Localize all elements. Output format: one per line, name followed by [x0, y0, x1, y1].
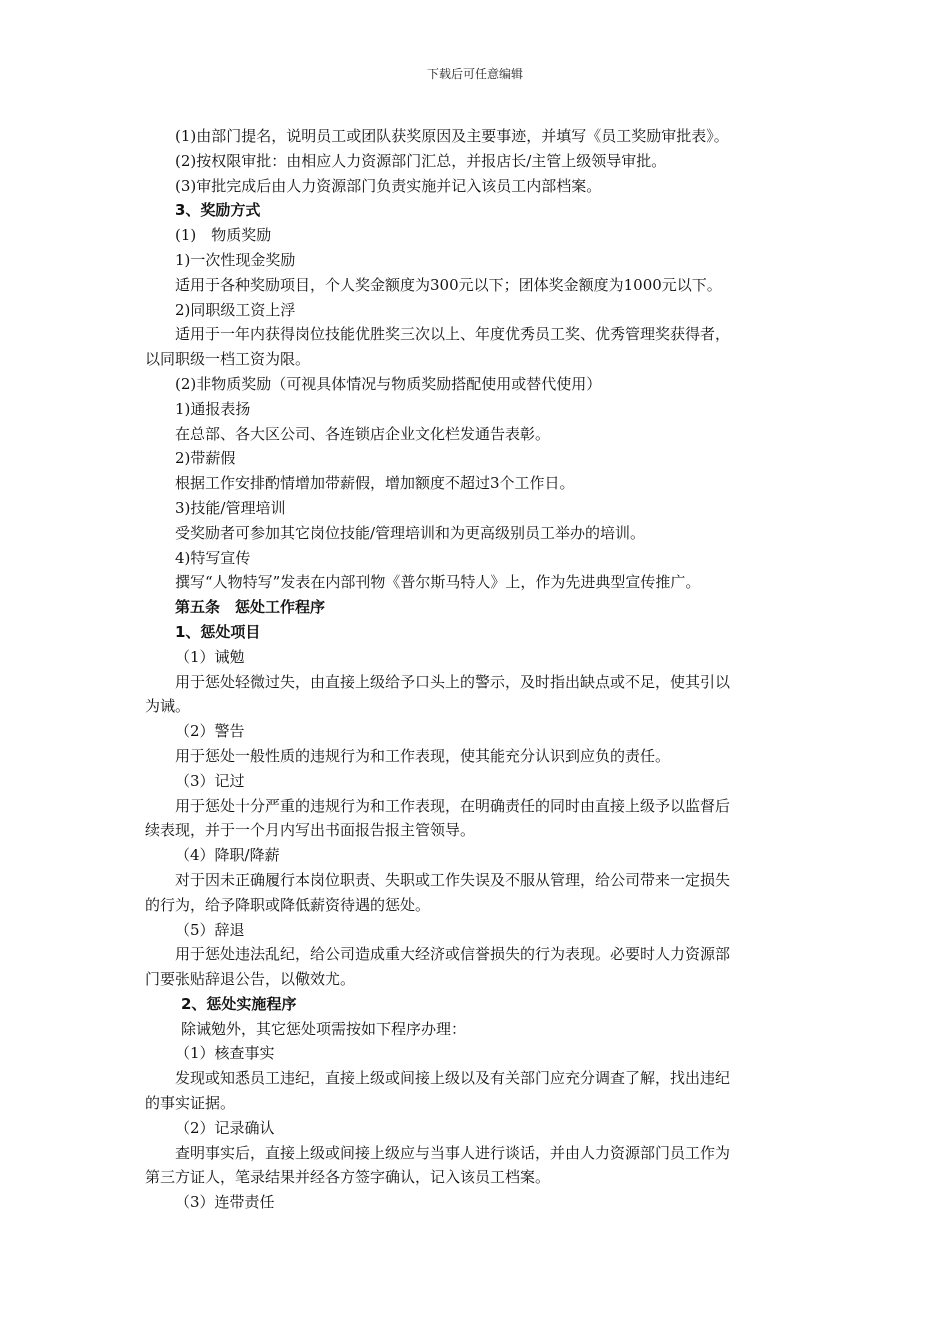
- paragraph-line: 用于惩处一般性质的违规行为和工作表现，使其能充分认识到应负的责任。: [175, 746, 671, 765]
- paragraph-line: 撰写“人物特写”发表在内部刊物《普尔斯马特人》上，作为先进典型宣传推广。: [175, 573, 701, 592]
- paragraph-line: 3)技能/管理培训: [175, 498, 286, 517]
- paragraph-line: 门要张贴辞退公告，以儆效尤。: [145, 970, 356, 989]
- paragraph-line: 第三方证人，笔录结果并经各方签字确认，记入该员工档案。: [145, 1168, 551, 1187]
- paragraph-line: 用于惩处十分严重的违规行为和工作表现，在明确责任的同时由直接上级予以监督后: [175, 796, 731, 815]
- paragraph-line: 1)通报表扬: [175, 399, 251, 418]
- paragraph-line: 以同职级一档工资为限。: [145, 350, 311, 369]
- paragraph-line: (1)由部门提名，说明员工或团队获奖原因及主要事迹，并填写《员工奖励审批表》。: [175, 127, 729, 145]
- paragraph-line: 为诫。: [145, 697, 191, 716]
- paragraph-line: 2)带薪假: [175, 449, 236, 468]
- section-heading: 3、奖励方式: [175, 201, 261, 220]
- paragraph-line: 1)一次性现金奖励: [175, 250, 296, 269]
- paragraph-line: 用于惩处违法乱纪，给公司造成重大经济或信誉损失的行为表现。必要时人力资源部: [175, 945, 731, 964]
- section-heading: 1、惩处项目: [175, 622, 261, 641]
- paragraph-line: (3)审批完成后由人力资源部门负责实施并记入该员工内部档案。: [175, 176, 602, 195]
- paragraph-line: （1）核查事实: [175, 1044, 275, 1063]
- paragraph-line: 根据工作安排酌情增加带薪假，增加额度不超过3个工作日。: [175, 474, 575, 493]
- paragraph-line: (1) 物质奖励: [175, 226, 272, 245]
- paragraph-line: （5）辞退: [175, 920, 245, 939]
- paragraph-line: （3）连带责任: [175, 1193, 275, 1212]
- paragraph-line: 4)特写宣传: [175, 548, 251, 567]
- paragraph-line: (2)按权限审批：由相应人力资源部门汇总，并报店长/主管上级领导审批。: [175, 151, 667, 170]
- paragraph-line: （4）降职/降薪: [175, 846, 280, 865]
- paragraph-line: （1）诫勉: [175, 647, 245, 666]
- paragraph-line: 的事实证据。: [145, 1094, 236, 1113]
- paragraph-line: 适用于各种奖励项目，个人奖金额度为300元以下；团体奖金额度为1000元以下。: [175, 275, 722, 294]
- paragraph-line: 2)同职级工资上浮: [175, 300, 296, 319]
- section-heading: 2、惩处实施程序: [181, 994, 297, 1013]
- paragraph-line: 查明事实后，直接上级或间接上级应与当事人进行谈话，并由人力资源部门员工作为: [175, 1143, 731, 1162]
- document-body: [145, 124, 807, 1215]
- paragraph-line: 对于因未正确履行本岗位职责、失职或工作失误及不服从管理，给公司带来一定损失: [175, 870, 731, 889]
- paragraph-line: 用于惩处轻微过失，由直接上级给予口头上的警示，及时指出缺点或不足，使其引以: [175, 672, 731, 691]
- paragraph-line: （2）记录确认: [175, 1118, 275, 1137]
- paragraph-line: 除诫勉外，其它惩处项需按如下程序办理：: [181, 1019, 467, 1038]
- paragraph-line: （3）记过: [175, 771, 245, 790]
- paragraph-line: （2）警告: [175, 722, 245, 741]
- paragraph-line: 续表现，并于一个月内写出书面报告报主管领导。: [145, 821, 476, 840]
- paragraph-line: 适用于一年内获得岗位技能优胜奖三次以上、年度优秀员工奖、优秀管理奖获得者，: [175, 325, 731, 344]
- paragraph-line: 发现或知悉员工违纪，直接上级或间接上级以及有关部门应充分调查了解，找出违纪: [175, 1069, 731, 1088]
- paragraph-line: (2)非物质奖励（可视具体情况与物质奖励搭配使用或替代使用）: [175, 374, 602, 393]
- paragraph-line: 在总部、各大区公司、各连锁店企业文化栏发通告表彰。: [175, 424, 551, 443]
- article-heading: 第五条 惩处工作程序: [175, 598, 326, 617]
- page-header: 下载后可任意编辑: [426, 67, 523, 81]
- paragraph-line: 的行为，给予降职或降低薪资待遇的惩处。: [145, 895, 431, 914]
- paragraph-line: 受奖励者可参加其它岗位技能/管理培训和为更高级别员工举办的培训。: [175, 523, 646, 542]
